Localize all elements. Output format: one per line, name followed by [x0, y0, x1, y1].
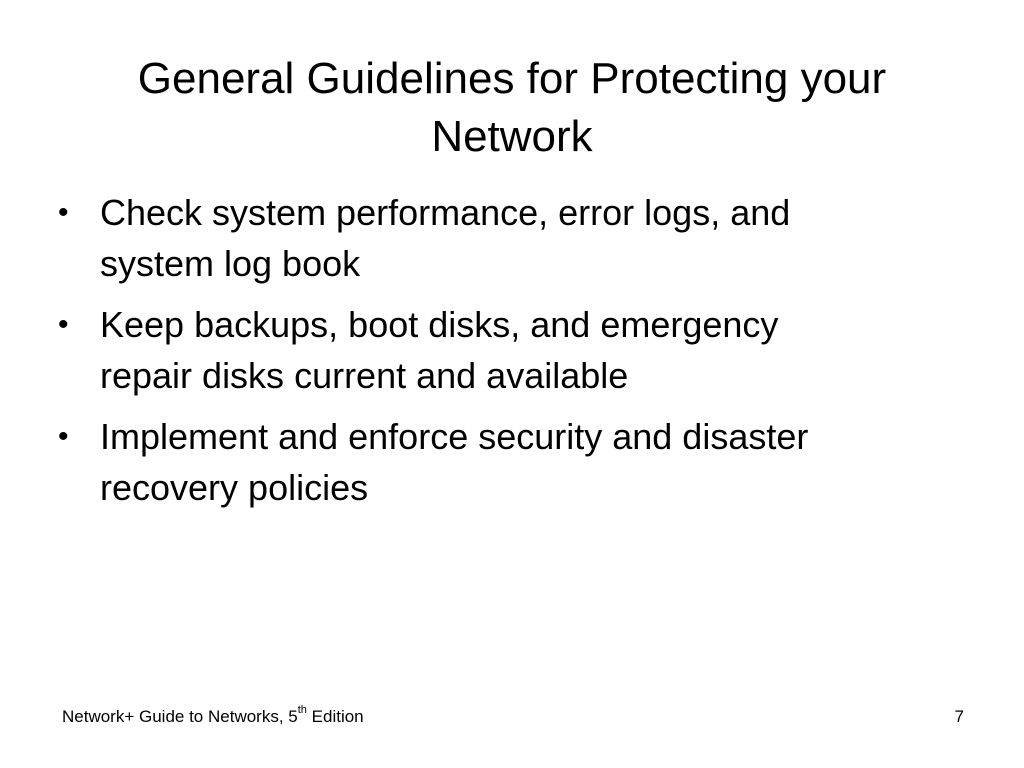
bullet-text — [100, 411, 958, 513]
slide-title-line: Network — [431, 112, 593, 161]
bullet-item — [58, 411, 958, 513]
slide-title-line: General Guidelines for Protecting your — [137, 54, 887, 103]
footer-source-suffix: Edition — [306, 707, 364, 726]
bullet-text-line: Keep backups, boot disks, and emergency — [100, 304, 779, 345]
footer-source — [62, 706, 364, 728]
bullet-icon: • — [58, 308, 69, 341]
bullet-item — [58, 187, 958, 289]
bullet-item — [58, 299, 958, 401]
footer-source-superscript: th — [297, 704, 307, 717]
slide-title — [40, 50, 984, 166]
bullet-text-line: Implement and enforce security and disaster — [100, 416, 809, 457]
footer-source-prefix: Network+ Guide to Networks, 5 — [62, 707, 298, 726]
bullet-text — [100, 187, 958, 289]
bullet-text-line: repair disks current and available — [100, 355, 629, 396]
bullet-text — [100, 299, 958, 401]
bullet-text-line: system log book — [100, 243, 361, 284]
bullet-icon: • — [58, 420, 69, 453]
bullet-text-line: Check system performance, error logs, and — [100, 192, 791, 233]
page-number: 7 — [954, 707, 964, 726]
bullet-text-line: recovery policies — [100, 467, 369, 508]
bullet-icon: • — [58, 196, 69, 229]
bullet-list — [58, 187, 958, 523]
